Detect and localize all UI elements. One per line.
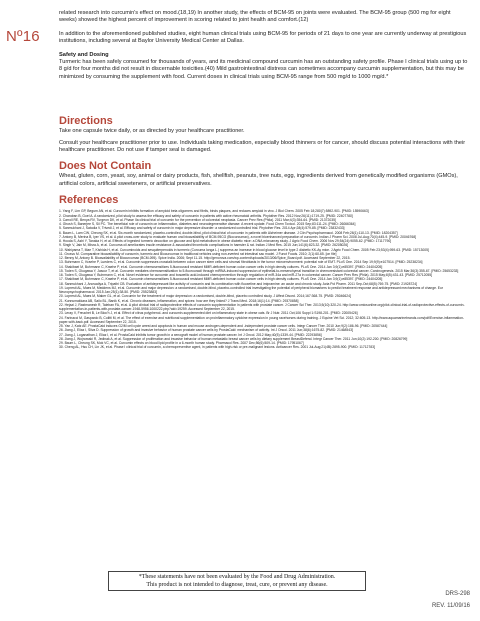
reference-item: 15. Toden S, Okugawa Y, Jascur T, et al. Curcumin mediates chemosensitization to 5-fluorouracil through miRNA-induced suppression of epithelial-to-mesenchymal transition in chemoresistant colorectal cancer. Carcinogenesis. 2015 Mar;36(3):355-67. [PMID: 25653233] [59,268,459,273]
reference-item: 4. Ghosh S, Banerjee S, Sil PC. The beneficial role of curcumin on inflammation, diabetes and neurodegenerative disease: A recent update. Food Chem Toxicol. 2015 Sep;83:111-24. [PMID: 26066364] [59,222,356,227]
reference-item: 13. Buhrmann C, Kraehe P, Lueders C, et al. Curcumin suppresses crosstalk between colon cancer stem cells and stromal fibroblasts in the tumor microenvironment: potential role of EMT. PLoS One. 2014 Sep 19;9(9):e107514. [PMID: 25238234] [59,260,423,265]
references-heading: References [59,194,119,207]
reference-item: 25. Yan J, Katz AE. ProstaCaid induces G2/M cell cycle arrest and apoptosis in human and mouse androgen-dependent and -independent prostate cancer cells. Integr Cancer Ther. 2010 Jun;9(2):186-96. [PMID: 20587444] [59,324,388,329]
reference-item: 22. Hejazi J, Rastmanesh R, Taleban FA, et al. A pilot clinical trial of radioprotective effects of curcumin supplementation in patients with prostate cancer. J Cancer Sci Ther. 2013;5(10):320-24. http://www.omicsonline.org/pilot-clinical-trial-of-radioprotective-effects-of-curcumin-supplementation-in-patients-with-prostate-cancer-1948-5956.1000222.php?aid=19259. Accessed September 22, 2015. [59,302,465,312]
content-column [59,10,469,350]
intro-paragraph: related research into curcumin's effect on mood.(18,19) In another study, the effects of BCM-95 on joints were evaluated. The BCM-95 group (500 mg for eight weeks) showed the highest percent of improvement in scoring related to joint health and comfort.(12) [59,10,451,24]
reference-item: 28. Jiang J, Wojnowski R, Jedinak A, et al. Suppression of proliferation and invasive behavior of human metastatic breast cancer cells by dietary supplement BreastDefend. Integr Cancer Ther. 2011 Jun;10(2):192-200. [PMID: 20826799] [59,336,408,341]
disclaimer-line: This product is not intended to diagnose, treat, cure, or prevent any disease. [146,582,328,588]
reference-item: 3. Carroll RE, Benya RV, Turgeon DK, et al. Phase IIa clinical trial of curcumin for the prevention of colorectal neoplasia. Cancer Prev Res (Phila). 2011 Mar;4(3):354-64. [PMID: 21372035] [59,217,336,222]
reference-item: 9. Singh V, Jain M, Misra A, et al. Curcuma oil ameliorates insulin resistance & associated thrombotic complications in hamster & rat. Indian J Med Res. 2015 Jun;141(6):823-32. [PMID: 26205026] [59,243,349,248]
revision-date: REV. 11/09/16 [431,603,470,609]
reference-item: 12. Benny M, Antony B. Bioavailability of Biocurcumax (BCM-095). Spice India. 2006; Sept 11-15. http://genorova.com/wp-content/uploads/2013/06/Spice_Board.pdf. Accessed September 22, 2015. [59,256,351,261]
document-code: DRS-298 [445,591,470,597]
reference-item: 16. Toden S, Okugawa Y, Buhrmann C, et al. Novel evidence for curcumin and boswellic acid-induced chemoprevention through regulation of miR-34a and miR-27a in colorectal cancer. Cancer Prev Res (Phila). 2015 May;8(5):431-43. [PMID: 25712055] [59,273,433,278]
reference-item: 14. Shakibaei M, Buhrmann C, Kraehe P, et al. Curcumin chemosensitizes 5-fluorouracil resistant MMR-deficient human colon cancer cells in high density cultures. PLoS One. 2014 Jan 3;9(1):e85397. [PMID: 24404205] [59,264,383,269]
directions-text: Take one capsule twice daily, or as directed by your healthcare practitioner. [59,128,245,135]
reference-item: 8. Hooda S, Ashi Y, Tanaka H, et al. Effects of ingested turmeric decoction on glucose and lipid metabolism in obese diabetic mice: a DNA microarray study. J Agric Food Chem. 2006 Nov 29;54(24):9055-62. [PMID: 17117790] [59,239,392,244]
references-list [59,209,469,349]
reference-item: 18. Sanmukhani J, Anovadiya A, Tripathi CB. Evaluation of antidepressant like activity of curcumin and its combination with fluoxetine and imipramine: an acute and chronic study. Acta Pol Pharm. 2011 Sep-Oct;68(5):769-75. [PMID: 21928724] [59,281,418,286]
reference-item: 2. Chandran B, Goel A. A randomized, pilot study to assess the efficacy and safety of curcumin in patients with active rheumatoid arthritis. Phytother Res. 2012 Nov;26(11):1719-25. [PMID: 22407780] [59,213,353,218]
reference-item: 6. Baum L, Lam CW, Cheung SK, et al. Six-month randomized, placebo-controlled, double-blind, pilot clinical trial of curcumin in patients with Alzheimer disease. J Clin Psychopharmacol. 2008 Feb;28(1):110-13. [PMID: 18204357] [59,230,398,235]
reference-item: 10. Nishiyama T, Mae T, Kishida H, et al. Curcuminoids and sesquiterpenoids in turmeric (Curcuma longa L.) suppress an increase in blood glucose level in type 2 diabetic KK-Ay mice. J Agric Food Chem. 2005 Feb 23;53(4):959-63. [PMID: 15713005] [59,247,429,252]
reference-item: 20. Lopresti AL, Maes M, Maker GL, et al. Curcumin for the treatment of major depression: a randomised, double-blind, placebo controlled study. J Affect Disord. 2014;167:368-75. [PMID: 25046624] [59,294,351,299]
directions-heading: Directions [59,115,113,128]
reference-item: 19. Lopresti AL, Maes M, Meddens MJ, et al. Curcumin and major depression: a randomised, double-blind, placebo-controlled trial investigating the potential of peripheral biomarkers to predict treatment response and antidepressant mechanisms of change. Eur Neuropsychopharmacol. 2015 Jan;25(1):38-50. [PMID: 25523883] [59,285,443,295]
reference-item: 23. Leray V, Freuchet B, Le Bloc'h J, et al. Effect of citrus polyphenol- and curcumin-supplemented diet on inflammatory state in obese cats. Br J Nutr. 2011 Oct;106 Suppl 1:S198-201. [PMID: 22005426] [59,311,358,316]
reference-item: 21. Kunnumakkara AB, Sailo BL, Banik K, et al. Chronic diseases, inflammation, and spices: how are they linked? J Transl Med. 2018;16(1):14. [PMID: 29370858] [59,298,299,303]
reference-item: 5. Sanmukhani J, Satodia V, Trivedi J, et al. Efficacy and safety of curcumin in major depressive disorder: a randomized controlled trial. Phytother Res. 2014 Apr;28(4):579-85. [PMID: 23832433] [59,226,345,231]
directions-warning: Consult your healthcare practitioner prior to use. Individuals taking medication, especially blood thinners or for cancer, should discuss potential interactions with their healthcare practitioner. Do not use if tamper seal is damaged. [59,139,466,154]
safety-heading: Safety and Dosing [59,51,109,58]
reference-item: 26. Jiang J, Eliaz I, Sliva D. Suppression of growth and invasive behavior of human prostate cancer cells by ProstaCaid: mechanism of activity. Int J Oncol. 2011 Jun;38(6):1675-82. [PMID: 21468543] [59,328,353,333]
disclaimer-line: *These statements have not been evaluated by the Food and Drug Administration. [138,574,336,580]
does-not-contain-text: Wheat, gluten, corn, yeast, soy, animal or dairy products, fish, shellfish, peanuts, tree nuts, egg, ingredients derived from genetically modified organisms (GMOs), artificial colors, artificial sweeteners, or artificial preservatives. [59,173,458,187]
reference-item: 24. Farinacci M, Gaspardo B, Colitti M, et al. The effect of exercise and nutritional supplementation on proinflammatory cytokine expression in young racehorses during training. J Equine Vet Sci. 2012; 32:805-13. http://www.aquamarinebrands.com/pdf/Exercise-inflammation-paper-with-back.pdf. Accessed September 22, 2015. [59,315,465,324]
safety-text: Turmeric has been safely consumed for thousands of years, and its medicinal compound curcumin has an outstanding safety profile. Phase I clinical trials using up to 8 g/d for four months did not result in discernable toxicities.(40) Mild gastrointestinal distress can sometimes accompany curcumin supplementation, but this may be minimized by consuming the supplement with food. Current doses in clinical trials using BCM-95 range from 500 mg/d to 1000 mg/d.* [59,59,468,80]
reference-item: 7. Antony B, Merina B, Iyer VS, et al. A pilot cross-over study to evaluate human oral bioavailability of BCM-95CG (Biocurcumax), a novel bioenhanced preparation of curcumin. Indian J Pharm Sci. 2008 Jul-Aug;70(4):445-9. [PMID: 20046768] [59,234,417,239]
fda-disclaimer [108,571,366,591]
intro-paragraph: In addition to the aforementioned published studies, eight human clinical trials using BCM-95 for periods of 21 days to one year are currently underway at prestigious institutions, including several at Baylor University Medical Center at Dallas. [59,30,467,45]
reference-item: 30. Cheng AL, Hsu CH, Lin JK, et al. Phase I clinical trial of curcumin, a chemopreventive agent, in patients with high-risk or pre-malignant lesions. Anticancer Res. 2001 Jul-Aug;21(4B):2895-900. [PMID: 11712783] [59,345,375,350]
does-not-contain-heading: Does Not Contain [59,160,152,173]
reference-item: 17. Shakibaei M, Buhrmann C, Kraehe P, et al. Curcumin chemosensitizes 5-fluorouracil resistant MMR-deficient human colon cancer cells in high density cultures. PLoS One. 2014 Jan 3;9(1):e85397. [PMID: 24404205] [59,277,383,282]
reference-item: 27. Jiang J, Loganathan J, Eliaz I, et al. ProstaCaid inhibits tumor growth in a xenograft model of human prostate cancer. Int J Oncol. 2012 May;40(5):1339-44. [PMID: 22293856] [59,332,322,337]
reference-item: 29. Baum L, Cheung SK, Mok VC, et al. Curcumin effects on blood lipid profile in a 6-month human study. Pharmacol Res. 2007 Dec;56(6):509-14. [PMID: 17951067] [59,341,304,346]
reference-item: 1. Yang F, Lim GP, Begum AN, et al. Curcumin inhibits formation of amyloid beta oligomers and fibrils, binds plaques, and reduces amyloid in vivo. J Biol Chem. 2005 Feb 18;280(7):5892-901. [PMID: 15590663] [59,209,369,214]
page-number: Nº16 [6,28,40,45]
reference-item: 11. Grosvu M. Comparative bioavailability of curcumin, turmeric and Biocurcumax in traditional vehicles using non-everted rat intestinal sac model. J Funct Foods. 2010; 2(1):60-65. [on file] [59,251,337,256]
